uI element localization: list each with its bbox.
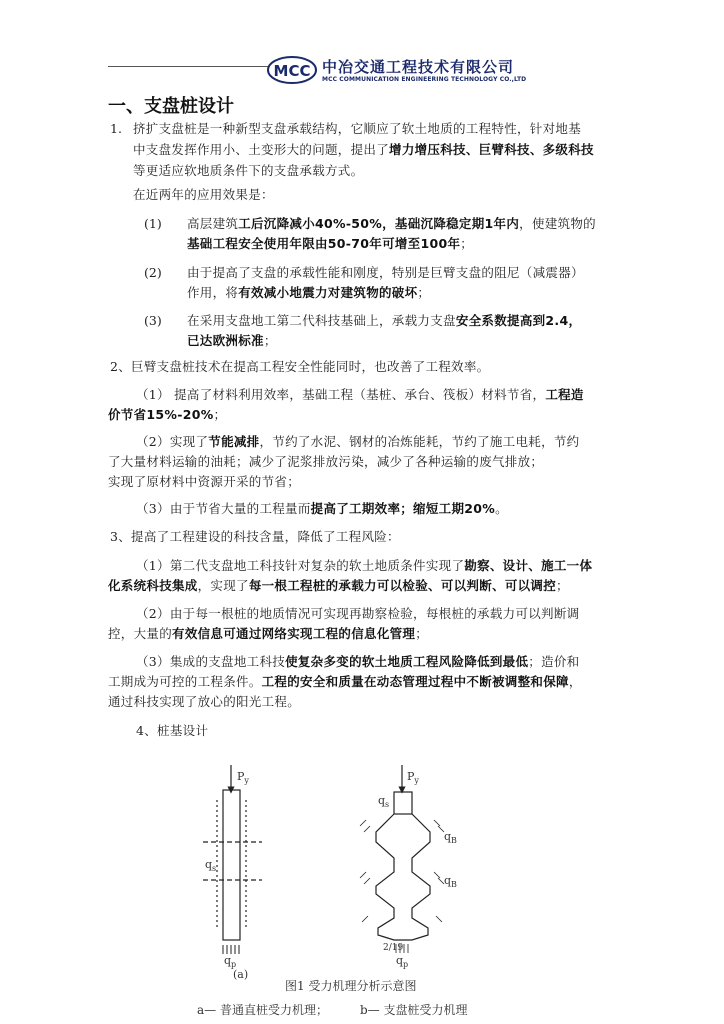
fig-a-label: (a) — [233, 968, 249, 981]
s2-p1-line2: 价节省15%-20%； — [108, 407, 227, 422]
s1-item1-line2: 基础工程安全使用年限由50-70年可增至100年； — [187, 236, 474, 251]
fig-b-p-label: $P_y$ — [407, 770, 419, 786]
company-name-en: MCC COMMUNICATION ENGINEERING TECHNOLOGY CO.,LTD — [322, 76, 527, 83]
fig-a-p-label: $P_y$ — [237, 770, 249, 786]
fig-b-qb1-label: $q_B$ — [444, 830, 457, 846]
section-title: 一、支盘桩设计 — [108, 96, 234, 117]
s1-intro: 在近两年的应用效果是： — [133, 187, 274, 202]
s2-p2-line3: 实现了原材料中资源开采的节省； — [108, 474, 301, 489]
logo-text: MCC — [273, 62, 311, 80]
fig-a-qp-label: $q_p$ — [224, 954, 237, 970]
figure-caption: 图1 受力机理分析示意图 — [285, 979, 417, 993]
legend-b: b— 支盘桩受力机理 — [360, 1003, 468, 1017]
header-rule — [108, 66, 268, 67]
s1-item1-line1: 高层建筑工后沉降减小40%-50%，基础沉降稳定期1年内，使建筑物的 — [187, 216, 596, 231]
s2-p2-line1: （2）实现了节能减排，节约了水泥、钢材的冶炼能耗，节约了施工电耗，节约 — [136, 434, 580, 449]
s1-item3-line2: 已达欧洲标准； — [187, 333, 277, 348]
page-number: 2/19 — [383, 943, 404, 953]
s1-number: 1. — [110, 121, 122, 136]
fig-b-qp-label: $q_p$ — [396, 954, 409, 970]
s3-p3-line3: 通过科技实现了放心的阳光工程。 — [108, 694, 301, 709]
s3-p3-line1: （3）集成的支盘地工科技使复杂多变的软土地质工程风险降低到最低；造价和 — [136, 654, 580, 669]
s3-p2-line1: （2）由于每一根桩的地质情况可实现再勘察检验，每根桩的承载力可以判断调 — [136, 606, 580, 621]
fig-a-qs-label: $q_s$ — [205, 858, 217, 874]
s3-heading: 3、提高了工程建设的科技含量，降低了工程风险： — [110, 529, 400, 544]
s2-heading: 2、巨臂支盘桩技术在提高工程安全性能同时，也改善了工程效率。 — [110, 359, 490, 374]
s2-p3: （3）由于节省大量的工程量而提高了工期效率；缩短工期20%。 — [136, 501, 508, 516]
s1-item2-line2: 作用，将有效减小地震力对建筑物的破坏； — [187, 285, 431, 300]
legend-a: a— 普通直桩受力机理； — [197, 1003, 328, 1017]
s1-item1-label: (1) — [144, 216, 162, 231]
fig-b-qb2-label: $q_B$ — [444, 874, 457, 890]
s1-item2-line1: 由于提高了支盘的承载性能和刚度，特别是巨臂支盘的阻尼（减震器） — [187, 265, 584, 280]
fig-b-qs-label: $q_s$ — [378, 794, 390, 810]
s1-item2-label: (2) — [144, 265, 162, 280]
s1-line-1: 挤扩支盘桩是一种新型支盘承载结构，它顺应了软土地质的工程特性，针对地基 — [133, 121, 582, 136]
s1-line-2: 中支盘发挥作用小、土变形大的问题，提出了增力增压科技、巨臂科技、多级科技 — [133, 142, 594, 157]
s3-p1-line2: 化系统科技集成，实现了每一根工程桩的承载力可以检验、可以判断、可以调控； — [108, 578, 569, 593]
company-logo-icon — [266, 55, 318, 85]
s2-p1-line1: （1） 提高了材料利用效率，基础工程（基桩、承台、筏板）材料节省，工程造 — [136, 387, 584, 402]
s1-line-3: 等更适应软地质条件下的支盘承载方式。 — [133, 163, 364, 178]
s4-heading: 4、桩基设计 — [136, 723, 209, 738]
s2-p2-line2: 了大量材料运输的油耗；减少了泥浆排放污染，减少了各种运输的废气排放； — [108, 454, 544, 469]
s3-p1-line1: （1）第二代支盘地工科技针对复杂的软土地质条件实现了勘察、设计、施工一体 — [136, 558, 593, 573]
disk-pile — [360, 765, 444, 953]
company-name-cn: 中冶交通工程技术有限公司 — [322, 58, 515, 76]
s1-item3-label: (3) — [144, 313, 162, 328]
s3-p2-line2: 控，大量的有效信息可通过网络实现工程的信息化管理； — [108, 626, 429, 641]
s1-item3-line1: 在采用支盘地工第二代科技基础上，承载力支盘安全系数提高到2.4， — [187, 313, 582, 328]
s3-p3-line2: 工期成为可控的工程条件。工程的安全和质量在动态管理过程中不断被调整和保障， — [108, 674, 582, 689]
